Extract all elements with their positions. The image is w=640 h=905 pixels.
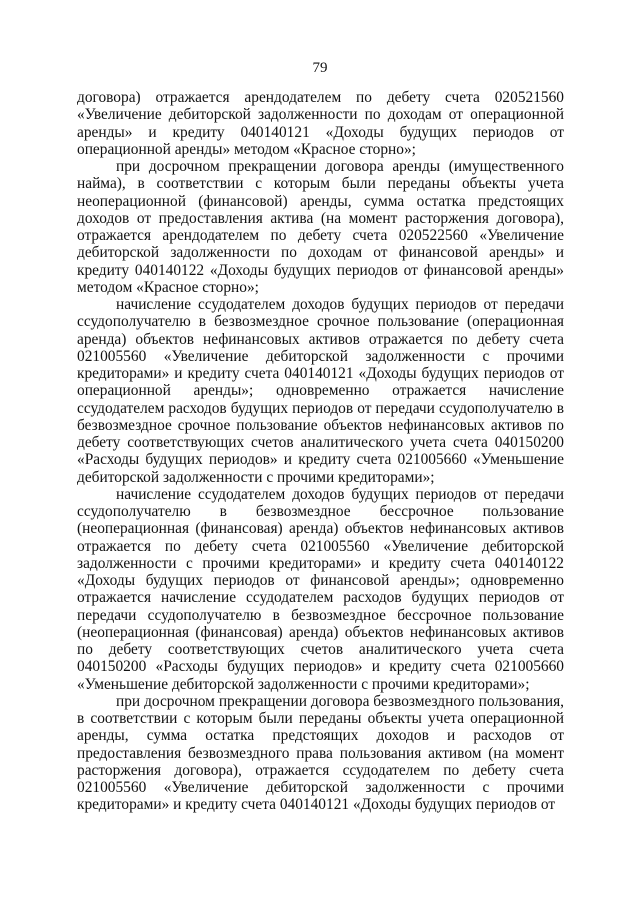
paragraph-fixed-term-free-use: начисление ссудодателем доходов будущих периодов от передачи ссудополучателю в безвозмездное срочное пользование (операционная аренда) объектов нефинансовых активов отражается по дебету счета 021005560 «Увеличение дебиторской задолженности с прочими кредиторами» и кредиту счета 040140121 «Доходы будущих периодов от операционной аренды»; одновременно отражается начисление ссудодателем расходов будущих периодов от передачи ссудополучателю в безвозмездное срочное пользование объектов нефинансовых активов по дебету соответствующих счетов аналитического учета счета 040150200 «Расходы будущих периодов» и кредиту счета 021005660 «Уменьшение дебиторской задолженности с прочими кредиторами»;: [77, 296, 564, 486]
paragraph-perpetual-free-use: начисление ссудодателем доходов будущих периодов от передачи ссудополучателю в безвозмездное бессрочное пользование (неоперационная (финансовая) аренда) объектов нефинансовых активов отражается по дебету счета 021005560 «Увеличение дебиторской задолженности с прочими кредиторами» и кредиту счета 040140122 «Доходы будущих периодов от финансовой аренды»; одновременно отражается начисление ссудодателем расходов будущих периодов от передачи ссудополучателю в безвозмездное бессрочное пользование (неоперационная (финансовая) аренда) объектов нефинансовых активов по дебету соответствующих счетов аналитического учета счета 040150200 «Расходы будущих периодов» и кредиту счета 021005660 «Уменьшение дебиторской задолженности с прочими кредиторами»;: [77, 485, 564, 693]
paragraph-continuation: договора) отражается арендодателем по дебету счета 020521560 «Увеличение дебиторской задолженности по доходам от операционной аренды» и кредиту 040140121 «Доходы будущих периодов от операционной аренды» методом «Красное сторно»;: [77, 89, 564, 158]
document-body: [77, 89, 564, 814]
page-number: 79: [312, 60, 328, 76]
paragraph-early-termination-finance-lease: при досрочном прекращении договора аренды (имущественного найма), в соответствии с которым были переданы объекты учета неоперационной (финансовой) аренды, сумма остатка предстоящих доходов от предоставления актива (на момент расторжения договора), отражается арендодателем по дебету счета 020522560 «Увеличение дебиторской задолженности по доходам от финансовой аренды» и кредиту 040140122 «Доходы будущих периодов от финансовой аренды» методом «Красное сторно»;: [77, 158, 564, 296]
paragraph-early-termination-free-use: при досрочном прекращении договора безвозмездного пользования, в соответствии с которым были переданы объекты учета операционной аренды, сумма остатка предстоящих доходов и расходов от предоставления безвозмездного права пользования активом (на момент расторжения договора), отражается ссудодателем по дебету счета 021005560 «Увеличение дебиторской задолженности с прочими кредиторами» и кредиту счета 040140121 «Доходы будущих периодов от: [77, 692, 564, 814]
